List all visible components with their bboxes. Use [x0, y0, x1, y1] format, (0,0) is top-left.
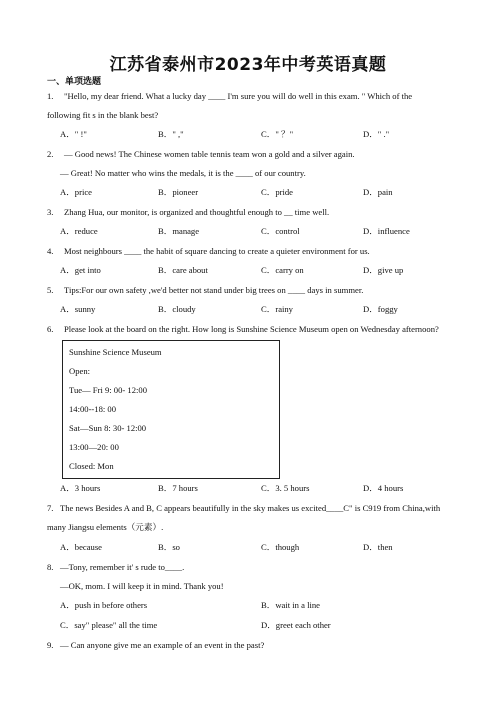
- question-text: following fit s in the blank best?: [47, 110, 159, 120]
- board-line: 14:00--18: 00: [69, 404, 117, 414]
- option-d: D．then: [363, 542, 393, 552]
- option-d: D．" .": [363, 129, 390, 139]
- question-text: Most neighbours ____ the habit of square dancing to create a quieter environment for us.: [64, 246, 370, 256]
- option-d: D．foggy: [363, 304, 398, 314]
- question-text: Tips:For our own safety ,we'd better not stand under big trees on ____ days in summer.: [64, 285, 364, 295]
- question-number: 1.: [47, 91, 54, 101]
- section-heading: 一、单项选题: [47, 77, 102, 87]
- option-b: B．manage: [158, 226, 200, 236]
- option-b: B．wait in a line: [261, 600, 320, 610]
- board-line: Sunshine Science Museum: [69, 347, 162, 357]
- option-b: B．so: [158, 542, 180, 552]
- option-c: C．carry on: [261, 265, 304, 275]
- option-d: D．influence: [363, 226, 410, 236]
- question-text: "Hello, my dear friend. What a lucky day ____ I'm sure you will do well in this exam. " Which of the: [64, 91, 413, 101]
- option-a: A．sunny: [60, 304, 96, 314]
- option-c: C．" ？": [261, 129, 294, 139]
- question-text: many Jiangsu elements（元素）.: [47, 522, 164, 532]
- question-text: — Can anyone give me an example of an event in the past?: [60, 640, 265, 650]
- question-number: 6.: [47, 324, 54, 334]
- question-text: The news Besides A and B, C appears beautifully in the sky makes us excited____C" is C919 from China,with: [60, 503, 441, 513]
- question-text: — Great! No matter who wins the medals, it is the ____ of our country.: [60, 168, 306, 178]
- page-title: 江苏省泰州市2023年中考英语真题: [109, 55, 387, 75]
- question-number: 3.: [47, 207, 54, 217]
- option-d: D．4 hours: [363, 483, 404, 493]
- option-a: A．price: [60, 187, 92, 197]
- board-line: 13:00—20: 00: [69, 442, 119, 452]
- board-line: Tue— Fri 9: 00- 12:00: [69, 385, 147, 395]
- question-text: —OK, mom. I will keep it in mind. Thank you!: [60, 581, 224, 591]
- question-number: 4.: [47, 246, 54, 256]
- question-text: — Good news! The Chinese women table tennis team won a gold and a silver again.: [64, 149, 355, 159]
- option-c: C．pride: [261, 187, 293, 197]
- option-d: D．pain: [363, 187, 393, 197]
- question-text: Please look at the board on the right. How long is Sunshine Science Museum open on Wednesday afternoon?: [64, 324, 439, 334]
- board-line: Open:: [69, 366, 91, 376]
- question-text: Zhang Hua, our monitor, is organized and thoughtful enough to __ time well.: [64, 207, 330, 217]
- option-a: A．3 hours: [60, 483, 101, 493]
- option-c: C．control: [261, 226, 300, 236]
- option-a: A．push in before others: [60, 600, 148, 610]
- option-d: D．give up: [363, 265, 404, 275]
- option-b: B．pioneer: [158, 187, 199, 197]
- museum-board: [62, 340, 280, 479]
- question-number: 9.: [47, 640, 54, 650]
- question-number: 8.: [47, 562, 54, 572]
- option-a: A．because: [60, 542, 102, 552]
- option-a: A．" !": [60, 129, 87, 139]
- option-b: B．cloudy: [158, 304, 196, 314]
- option-b: B．7 hours: [158, 483, 198, 493]
- option-c: C．rainy: [261, 304, 293, 314]
- option-b: B．care about: [158, 265, 208, 275]
- question-text: —Tony, remember it' s rude to____.: [60, 562, 185, 572]
- question-number: 2.: [47, 149, 54, 159]
- option-c: C．though: [261, 542, 300, 552]
- board-line: Sat—Sun 8: 30- 12:00: [69, 423, 147, 433]
- option-b: B．" ,": [158, 129, 184, 139]
- option-a: A．reduce: [60, 226, 98, 236]
- option-c: C．3. 5 hours: [261, 483, 310, 493]
- option-d: D．greet each other: [261, 620, 331, 630]
- option-c: C．say" please" all the time: [60, 620, 158, 630]
- board-line: Closed: Mon: [69, 461, 114, 471]
- option-a: A．get into: [60, 265, 101, 275]
- question-number: 7.: [47, 503, 54, 513]
- question-number: 5.: [47, 285, 54, 295]
